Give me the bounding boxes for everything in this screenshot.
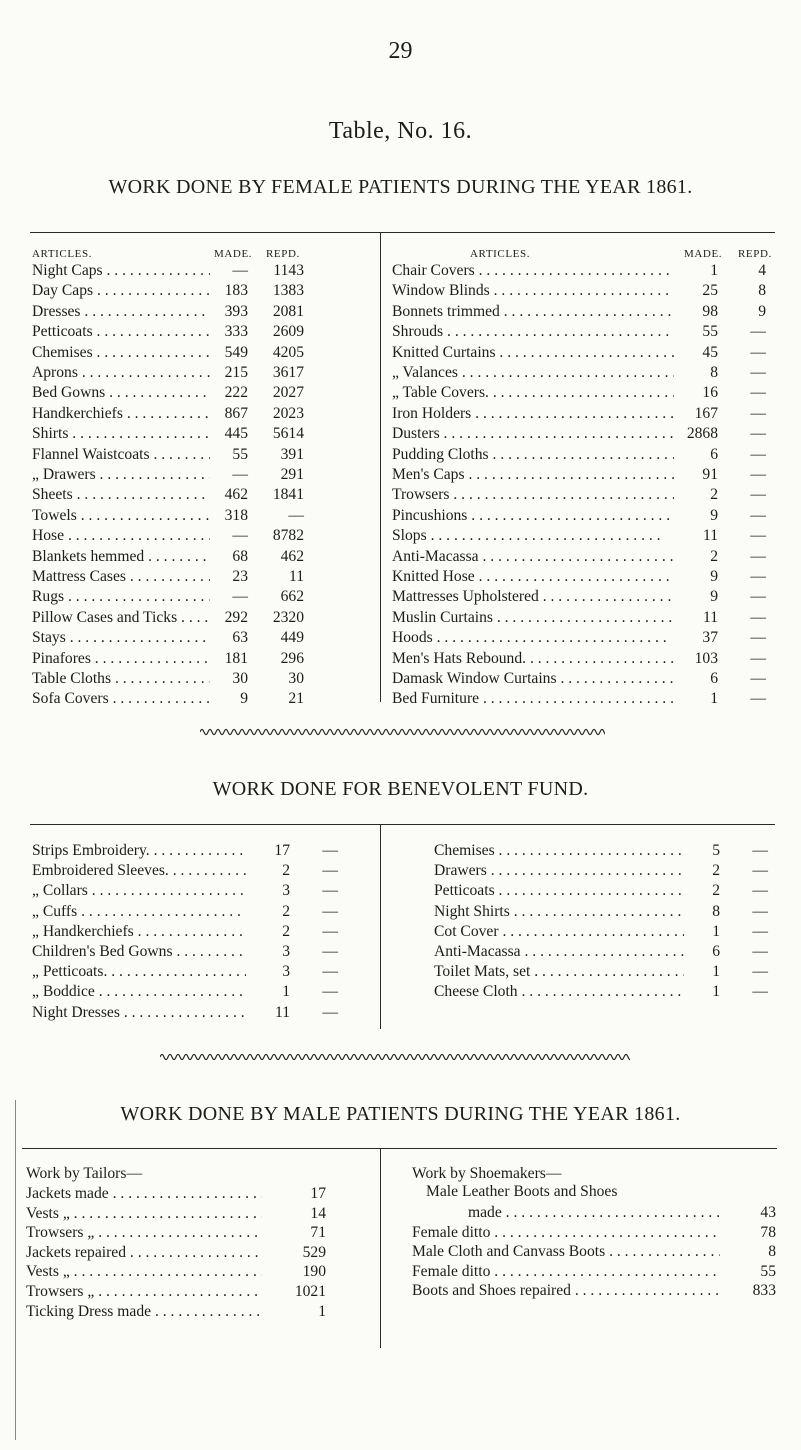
table-row-article: Chemises . . <box>32 344 210 362</box>
table-row-made: 9 <box>710 506 718 524</box>
list-item-work: Jackets repaired . . <box>26 1244 262 1262</box>
tailors-title: Work by Tailors— <box>26 1165 143 1182</box>
table-row-repd: 4205 <box>272 343 304 361</box>
table-row-made: 45 <box>702 343 718 361</box>
table-row-article: Bed Gowns . . <box>32 384 210 402</box>
section3-top-rule <box>22 1148 777 1149</box>
list-item-count: 190 <box>302 1263 326 1281</box>
list-item-count: 3 <box>282 882 290 900</box>
list-item-dash: — <box>322 882 338 900</box>
table-row-article: Hose . . <box>32 527 210 545</box>
list-item-dash: — <box>752 983 768 1001</box>
s1-left-header-made: MADE. <box>214 248 253 260</box>
table-row-article: Damask Window Curtains . . <box>392 670 674 688</box>
table-row-repd: 391 <box>280 445 304 463</box>
table-row-repd: — <box>750 588 766 606</box>
table-row-made: 183 <box>224 282 248 300</box>
table-row-repd: 2081 <box>272 302 304 320</box>
list-item-dash: — <box>752 963 768 981</box>
table-row-article: „ Valances . . <box>392 364 674 382</box>
table-row-article: Petticoats . . <box>32 323 210 341</box>
table-row-repd: 3617 <box>272 364 304 381</box>
table-row-article: Aprons . . <box>32 364 210 382</box>
table-row-repd: — <box>750 343 766 361</box>
table-row-article: Shirts . . <box>32 425 210 443</box>
list-item-count: 1 <box>712 983 720 1001</box>
list-item-count: 2 <box>712 862 720 880</box>
table-row-repd: — <box>750 404 766 422</box>
list-item-count: 17 <box>274 842 290 859</box>
list-item-count: 3 <box>282 963 290 981</box>
table-row-made: 11 <box>702 608 718 626</box>
table-row-made: 2 <box>710 547 718 565</box>
table-row-made: 68 <box>232 547 248 565</box>
list-item-count: 6 <box>712 943 720 960</box>
list-item-dash: — <box>322 862 338 880</box>
list-item-count: 3 <box>282 943 290 960</box>
table-row-article: Iron Holders . . <box>392 405 674 423</box>
table-row-repd: — <box>750 649 766 667</box>
wavy-divider-1 <box>200 725 605 739</box>
table-row-repd: 462 <box>280 547 304 565</box>
table-row-article: Hoods . . <box>392 629 674 647</box>
section2-column-divider <box>380 824 381 1029</box>
table-row-article: Dresses . . <box>32 303 210 321</box>
table-row-repd: — <box>750 608 766 626</box>
table-row-article: Pillow Cases and Ticks . . <box>32 609 210 627</box>
table-row-repd: 30 <box>288 670 304 687</box>
table-row-made: 867 <box>224 404 248 422</box>
list-item-count: 17 <box>310 1185 326 1202</box>
section3-column-divider <box>380 1148 381 1348</box>
list-item-article: „ Collars . . <box>32 882 246 900</box>
table-row-article: Flannel Waistcoats . . <box>32 446 210 464</box>
table-row-article: Trowsers . . <box>392 486 674 504</box>
list-item-article: Children's Bed Gowns . . <box>32 943 246 961</box>
table-row-article: Day Caps . . <box>32 282 210 300</box>
table-row-made: 11 <box>702 527 718 545</box>
table-row-repd: 2027 <box>272 384 304 402</box>
table-row-repd: 4 <box>758 262 766 279</box>
table-row-repd: — <box>750 670 766 687</box>
table-row-made: 6 <box>710 445 718 463</box>
list-item-count: 2 <box>282 922 290 940</box>
list-item-article: Chemises . . <box>434 842 684 860</box>
list-item-article: Toilet Mats, set . . <box>434 963 684 981</box>
table-row-repd: 5614 <box>272 425 304 443</box>
table-row-made: 393 <box>224 302 248 320</box>
list-item-dash: — <box>752 862 768 880</box>
list-item-article: Embroidered Sleeves. . . <box>32 862 246 880</box>
table-row-article: „ Table Covers. . . <box>392 384 674 402</box>
list-item-dash: — <box>752 943 768 960</box>
table-row-repd: 2023 <box>272 404 304 422</box>
list-item-work: Ticking Dress made . . <box>26 1303 262 1321</box>
table-row-repd: — <box>750 384 766 402</box>
section1-top-rule <box>30 232 775 233</box>
list-item-count: 529 <box>302 1243 326 1261</box>
table-row-made: 333 <box>224 323 248 341</box>
table-row-article: Stays . . <box>32 629 210 647</box>
table-row-repd: — <box>750 466 766 483</box>
table-row-made: 6 <box>710 670 718 687</box>
table-row-made: 167 <box>694 404 718 422</box>
table-row-made: — <box>232 588 248 606</box>
left-margin-line <box>15 1100 16 1440</box>
table-row-repd: 1383 <box>272 282 304 300</box>
list-item-count: 43 <box>760 1204 776 1221</box>
list-item-work: Trowsers „ . . <box>26 1283 262 1301</box>
table-row-made: 25 <box>702 282 718 300</box>
list-item-article: Drawers . . <box>434 862 684 880</box>
table-row-repd: — <box>750 486 766 504</box>
list-item-work: Vests „ . . <box>26 1263 262 1281</box>
table-row-repd: — <box>750 547 766 565</box>
table-row-repd: 11 <box>288 568 304 585</box>
table-row-article: Table Cloths . . <box>32 670 210 688</box>
shoemakers-title: Work by Shoemakers— <box>412 1165 562 1182</box>
table-row-article: Pinafores . . <box>32 650 210 668</box>
table-row-article: Bonnets trimmed . . <box>392 303 674 321</box>
table-row-repd: — <box>750 629 766 647</box>
table-title: Table, No. 16. <box>328 118 473 144</box>
list-item-dash: — <box>322 842 338 859</box>
list-item-article: Cot Cover . . <box>434 923 684 941</box>
wavy-line <box>160 1055 630 1060</box>
table-row-made: — <box>232 527 248 545</box>
list-item-count: 78 <box>760 1223 776 1241</box>
table-row-article: Blankets hemmed . . <box>32 548 210 566</box>
list-item-article: Night Shirts . . <box>434 903 684 921</box>
table-row-article: Window Blinds . . <box>392 282 674 300</box>
list-item-count: 11 <box>274 1003 290 1021</box>
table-row-made: 181 <box>224 649 248 667</box>
list-item-article: Strips Embroidery. . . <box>32 842 246 860</box>
table-row-made: 549 <box>224 343 248 361</box>
table-row-article: Towels . . <box>32 507 210 525</box>
list-item-count: 2 <box>712 882 720 900</box>
wavy-divider-2 <box>160 1050 630 1064</box>
table-row-article: Pincushions . . <box>392 507 674 525</box>
table-row-repd: — <box>750 506 766 524</box>
table-row-repd: 8782 <box>272 527 304 545</box>
table-row-made: 23 <box>232 568 248 585</box>
table-row-article: Bed Furniture . . <box>392 690 674 708</box>
list-item-count: 5 <box>712 842 720 859</box>
table-row-made: 16 <box>702 384 718 402</box>
table-row-made: — <box>232 262 248 279</box>
table-row-repd: — <box>750 527 766 545</box>
table-row-made: 215 <box>224 364 248 381</box>
table-row-made: 1 <box>710 690 718 708</box>
table-row-article: Handkerchiefs . . <box>32 405 210 423</box>
table-row-article: Slops . . <box>392 527 674 545</box>
list-item-article: „ Handkerchiefs . . <box>32 923 246 941</box>
table-row-article: Mattress Cases . . <box>32 568 210 586</box>
list-item-article: Anti-Macassa . . <box>434 943 684 961</box>
list-item-work: Vests „ . . <box>26 1205 262 1223</box>
table-row-made: 9 <box>710 588 718 606</box>
table-row-repd: 662 <box>280 588 304 606</box>
shoemakers-subtitle: Male Leather Boots and Shoes <box>426 1183 618 1200</box>
section3-heading: WORK DONE BY MALE PATIENTS DURING THE YEAR 1861. <box>120 1103 681 1125</box>
list-item-work: Female ditto . . <box>412 1224 720 1242</box>
table-row-article: Dusters . . <box>392 425 674 443</box>
section2-top-rule <box>30 824 775 825</box>
list-item-work: Male Cloth and Canvass Boots . . <box>412 1243 720 1261</box>
table-row-article: Men's Hats Rebound. . . <box>392 650 674 668</box>
table-row-repd: 9 <box>758 302 766 320</box>
table-row-repd: — <box>750 425 766 443</box>
table-row-made: 63 <box>232 629 248 647</box>
table-row-made: 55 <box>232 445 248 463</box>
list-item-count: 8 <box>768 1243 776 1261</box>
table-row-made: 55 <box>702 323 718 341</box>
section1-heading: WORK DONE BY FEMALE PATIENTS DURING THE YEAR 1861. <box>108 176 693 198</box>
list-item-dash: — <box>322 1003 338 1021</box>
list-item-count: 55 <box>760 1262 776 1280</box>
table-row-made: 8 <box>710 364 718 381</box>
table-row-made: 292 <box>224 608 248 626</box>
table-row-repd: 2609 <box>272 323 304 341</box>
list-item-work: Boots and Shoes repaired . . <box>412 1282 720 1300</box>
list-item-article: „ Petticoats. . . <box>32 963 246 981</box>
table-row-repd: — <box>750 364 766 381</box>
list-item-dash: — <box>322 983 338 1001</box>
table-row-made: 9 <box>710 568 718 585</box>
list-item-count: 71 <box>310 1224 326 1242</box>
s1-right-header-repd: REPD. <box>738 248 772 260</box>
table-row-article: „ Drawers . . <box>32 466 210 484</box>
table-row-repd: 291 <box>280 466 304 483</box>
table-row-made: 9 <box>240 690 248 708</box>
table-row-article: Sofa Covers . . <box>32 690 210 708</box>
list-item-count: 2 <box>282 902 290 920</box>
list-item-work: Jackets made . . <box>26 1185 262 1203</box>
list-item-dash: — <box>752 902 768 920</box>
table-row-made: 445 <box>224 425 248 443</box>
table-row-repd: — <box>750 445 766 463</box>
list-item-dash: — <box>322 902 338 920</box>
section1-column-divider <box>380 232 381 702</box>
table-row-repd: 2320 <box>272 608 304 626</box>
table-row-repd: 449 <box>280 629 304 647</box>
list-item-article: Petticoats . . <box>434 882 684 900</box>
s1-right-header-made: MADE. <box>684 248 723 260</box>
table-row-article: Pudding Cloths . . <box>392 446 674 464</box>
list-item-article: „ Cuffs . . <box>32 903 246 921</box>
table-row-article: Knitted Curtains . . <box>392 344 674 362</box>
list-item-article: Cheese Cloth . . <box>434 983 684 1001</box>
table-row-article: Men's Caps . . <box>392 466 674 484</box>
table-row-article: Chair Covers . . <box>392 262 674 280</box>
list-item-count: 1 <box>712 963 720 981</box>
table-row-made: 91 <box>702 466 718 483</box>
s1-right-header-articles: ARTICLES. <box>470 248 531 260</box>
table-row-made: 103 <box>694 649 718 667</box>
list-item-count: 1021 <box>294 1283 326 1300</box>
table-row-article: Sheets . . <box>32 486 210 504</box>
list-item-article: Night Dresses . . <box>32 1004 246 1022</box>
list-item-count: 1 <box>282 983 290 1001</box>
table-row-repd: 1841 <box>272 486 304 504</box>
list-item-dash: — <box>752 922 768 940</box>
table-row-made: 318 <box>224 506 248 524</box>
table-row-article: Night Caps . . <box>32 262 210 280</box>
list-item-count: 2 <box>282 862 290 880</box>
table-row-made: 2 <box>710 486 718 504</box>
list-item-work: Trowsers „ . . <box>26 1224 262 1242</box>
list-item-count: 14 <box>310 1204 326 1222</box>
table-row-made: 37 <box>702 629 718 647</box>
table-row-made: 2868 <box>686 425 718 443</box>
list-item-dash: — <box>752 842 768 859</box>
table-row-repd: 296 <box>280 649 304 667</box>
table-row-article: Shrouds . . <box>392 323 674 341</box>
table-row-repd: 8 <box>758 282 766 300</box>
table-row-article: Knitted Hose . . <box>392 568 674 586</box>
table-row-repd: — <box>750 690 766 708</box>
page-number: 29 <box>388 38 413 64</box>
list-item-dash: — <box>322 943 338 960</box>
table-row-article: Mattresses Upholstered . . <box>392 588 674 606</box>
table-row-made: 30 <box>232 670 248 687</box>
s1-left-header-repd: REPD. <box>266 248 300 260</box>
table-row-article: Muslin Curtains . . <box>392 609 674 627</box>
list-item-dash: — <box>322 922 338 940</box>
list-item-work: made . . <box>468 1204 720 1222</box>
section2-heading: WORK DONE FOR BENEVOLENT FUND. <box>212 778 589 800</box>
table-row-repd: — <box>750 323 766 341</box>
table-row-repd: 1143 <box>273 262 304 279</box>
table-row-repd: — <box>288 506 304 524</box>
list-item-count: 8 <box>712 902 720 920</box>
list-item-dash: — <box>752 882 768 900</box>
list-item-count: 833 <box>752 1282 776 1300</box>
list-item-dash: — <box>322 963 338 981</box>
list-item-count: 1 <box>712 922 720 940</box>
list-item-work: Female ditto . . <box>412 1263 720 1281</box>
list-item-count: 1 <box>318 1302 326 1320</box>
list-item-article: „ Boddice . . <box>32 983 246 1001</box>
s1-left-header-articles: ARTICLES. <box>32 248 93 260</box>
table-row-made: 1 <box>710 262 718 279</box>
wavy-line <box>200 730 605 735</box>
table-row-made: 98 <box>702 302 718 320</box>
table-row-article: Rugs . . <box>32 588 210 606</box>
table-row-article: Anti-Macassa . . <box>392 548 674 566</box>
table-row-made: — <box>232 466 248 483</box>
table-row-repd: 21 <box>288 690 304 708</box>
table-row-made: 462 <box>224 486 248 504</box>
table-row-repd: — <box>750 568 766 585</box>
table-row-made: 222 <box>224 384 248 402</box>
